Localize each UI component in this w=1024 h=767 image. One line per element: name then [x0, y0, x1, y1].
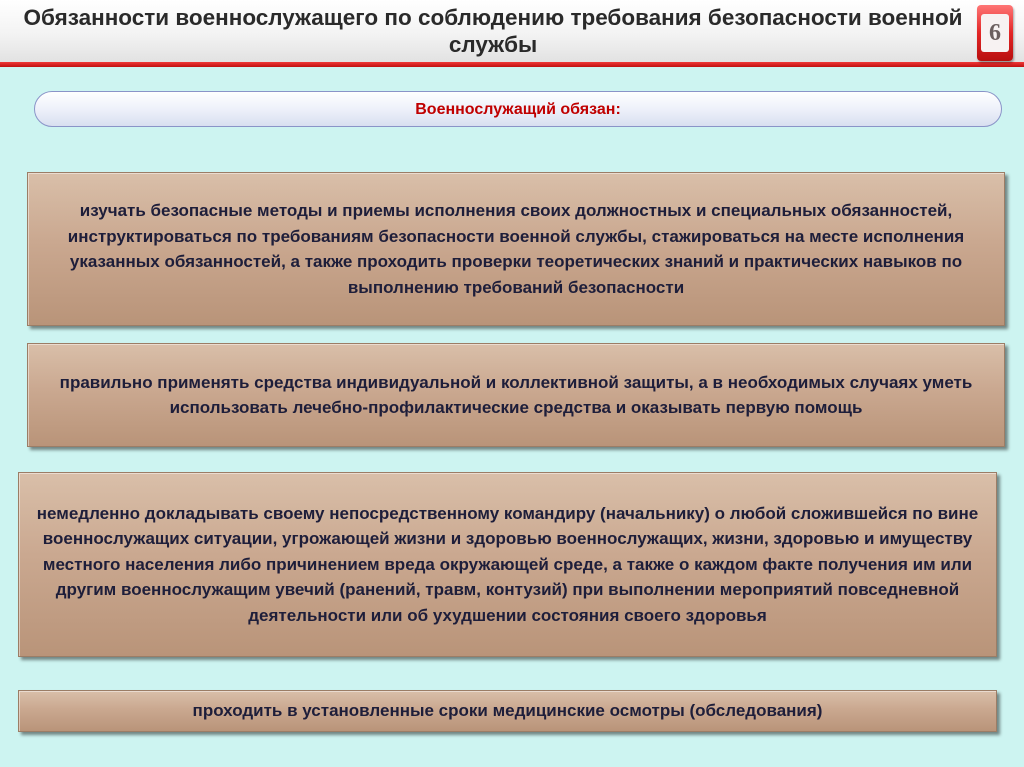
duty-card-study	[27, 172, 1005, 326]
duty-text: немедленно докладывать своему непосредственному командиру (начальнику) о любой сложившейся по вине военнослужащих ситуации, угрожающей жизни и здоровью военнослужащих, жизни, здоровью и имуществу местного населения либо причинением вреда окружающей среде, а также о каждом факте получения им или другим военнослужащим увечий (ранений, травм, контузий) при выполнении мероприятий повседневной деятельности или об ухудшении состояния своего здоровья	[36, 503, 979, 625]
duty-card-protection	[27, 343, 1005, 447]
header-divider	[0, 62, 1024, 67]
duty-banner: Военнослужащий обязан:	[34, 91, 1002, 127]
slide-number: 6	[981, 14, 1009, 52]
duty-card-report	[18, 472, 997, 657]
duty-card-medical	[18, 690, 997, 732]
duty-text: проходить в установленные сроки медицинские осмотры (обследования)	[192, 701, 823, 721]
slide-title: Обязанности военнослужащего по соблюдению требования безопасности военной службы	[23, 5, 963, 57]
duty-text: правильно применять средства индивидуальной и коллективной защиты, а в необходимых случаях уметь использовать лечебно-профилактические средства и оказывать первую помощь	[59, 372, 973, 417]
slide-number-badge	[977, 5, 1013, 61]
duty-text: изучать безопасные методы и приемы исполнения своих должностных и специальных обязанностей, инструктироваться по требованиям безопасности военной службы, стажироваться на месте исполнения указанных обязанностей, а также проходить проверки теоретических знаний и практических навыков по выполнению требований безопасности	[67, 201, 965, 297]
